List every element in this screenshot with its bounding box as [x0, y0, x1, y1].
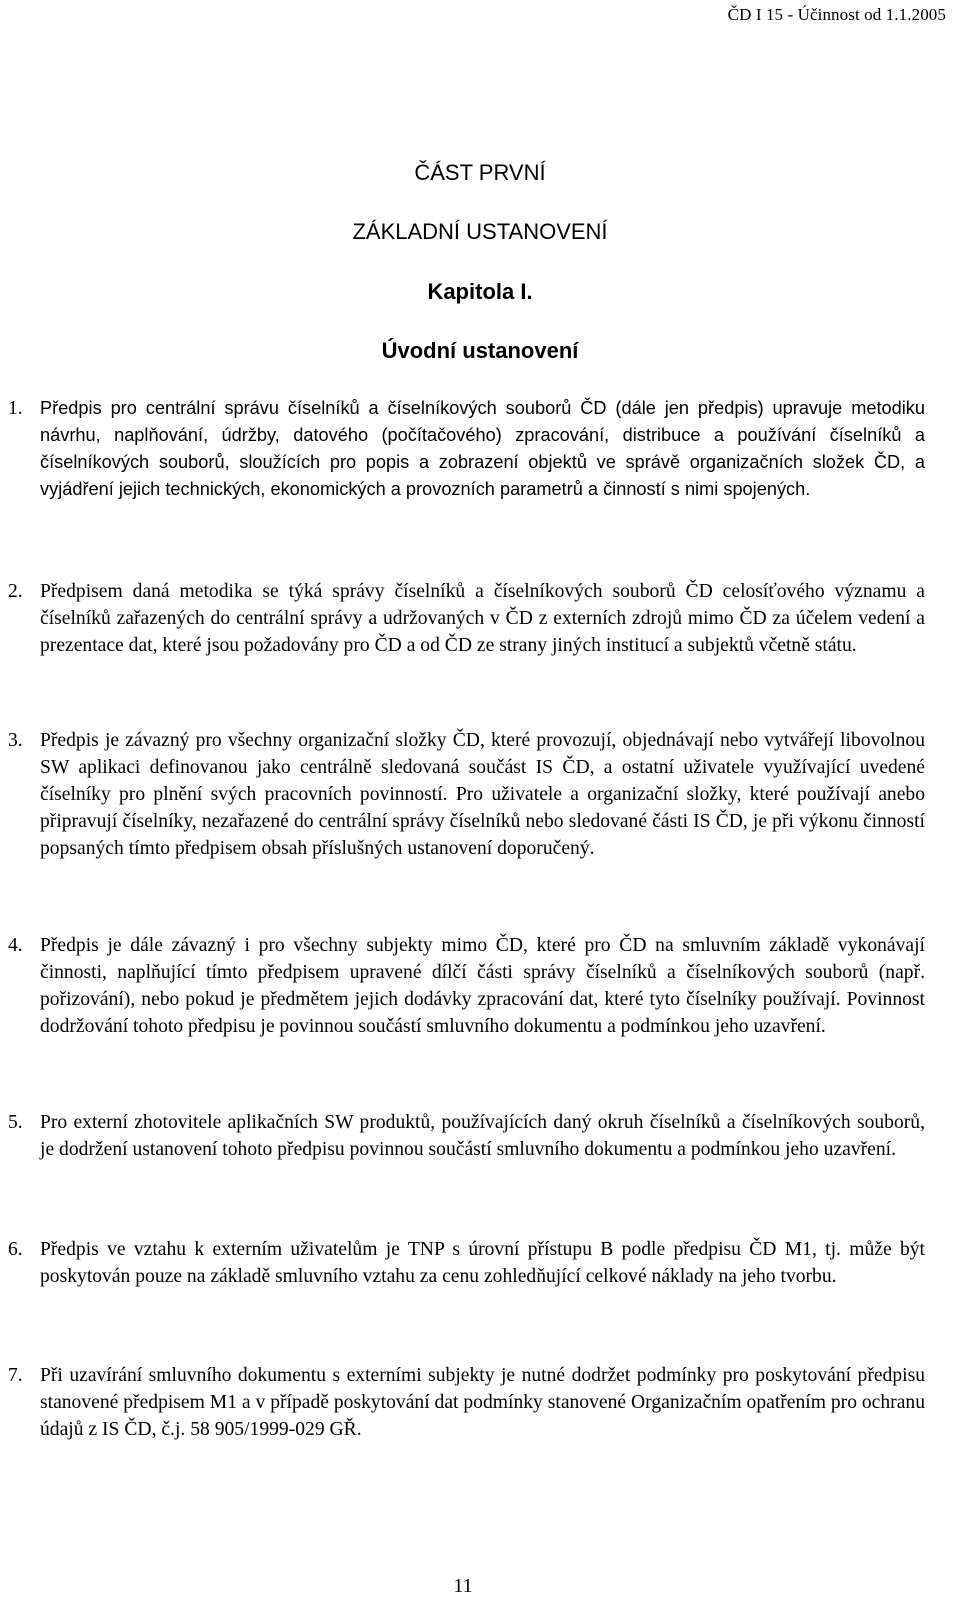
paragraph-text: Předpisem daná metodika se týká správy číselníků a číselníkových souborů ČD celosíťového významu a číselníků zařazených do centrální správy a udržovaných v ČD z externích zdrojů mimo ČD za účelem vedení a prezentace dat, které jsou požadovány pro ČD a od ČD ze strany jiných institucí a subjektů včetně státu. — [40, 581, 925, 656]
paragraph-number: 5. — [8, 1112, 23, 1133]
paragraph-text: Předpis ve vztahu k externím uživatelům je TNP s úrovní přístupu B podle předpisu ČD M1, tj. může být poskytován pouze na základě smluvního vztahu za cenu zohledňující celkové náklady na jeho tvorbu. — [40, 1239, 925, 1287]
paragraph-text: Předpis je závazný pro všechny organizační složky ČD, které provozují, objednávají nebo vytvářejí libovolnou SW aplikaci definovanou jako centrálně sledovaná součást IS ČD, a ostatní uživatele využívající uvedené číselníky pro plnění svých pracovních povinností. Pro uživatele a organizační složky, které používají anebo připravují číselníky, nezařazené do centrální správy číselníků nebo sledované části IS ČD, je při výkonu činností popsaných tímto předpisem obsah příslušných ustanovení doporučený. — [40, 730, 925, 859]
paragraph-2 — [0, 578, 925, 659]
paragraph-text: Při uzavírání smluvního dokumentu s externími subjekty je nutné dodržet podmínky pro poskytování předpisu stanovené předpisem M1 a v případě poskytování dat podmínky stanovené Organizačním opatřením pro ochranu údajů z IS ČD, č.j. 58 905/1999-029 GŘ. — [40, 1365, 925, 1440]
section-heading: ZÁKLADNÍ USTANOVENÍ — [352, 219, 608, 244]
document-reference: ČD I 15 - Účinnost od 1.1.2005 — [727, 5, 946, 24]
paragraph-1 — [0, 395, 925, 503]
paragraph-number: 4. — [8, 935, 23, 956]
paragraph-text: Předpis pro centrální správu číselníků a číselníkových souborů ČD (dále jen předpis) upravuje metodiku návrhu, naplňování, údržby, datového (počítačového) zpracování, distribuce a používání číselníků a číselníkových souborů, sloužících pro popis a zobrazení objektů ve správě organizačních složek ČD, a vyjádření jejich technických, ekonomických a provozních parametrů a činností s nimi spojených. — [40, 398, 925, 499]
paragraph-4 — [0, 932, 925, 1040]
paragraph-number: 3. — [8, 730, 23, 751]
paragraph-3 — [0, 727, 925, 862]
paragraph-text: Pro externí zhotovitele aplikačních SW produktů, používajících daný okruh číselníků a číselníkových souborů, je dodržení ustanovení tohoto předpisu povinnou součástí smluvního dokumentu a podmínkou jeho uzavření. — [40, 1112, 925, 1160]
paragraph-number: 1. — [8, 398, 23, 419]
paragraph-number: 2. — [8, 581, 23, 602]
chapter-heading: Kapitola I. — [427, 279, 533, 304]
page-number: 11 — [453, 1575, 473, 1597]
part-heading: ČÁST PRVNÍ — [414, 160, 546, 185]
paragraph-5 — [0, 1109, 925, 1163]
paragraph-7 — [0, 1362, 925, 1443]
paragraph-number: 7. — [8, 1365, 23, 1386]
paragraph-text: Předpis je dále závazný i pro všechny subjekty mimo ČD, které pro ČD na smluvním základě vykonávají činnosti, naplňující tímto předpisem upravené dílčí části správy číselníků a číselníkových souborů (např. pořizování), nebo pokud je předmětem jejich dodávky zpracování dat, které tyto číselníky používají. Povinnost dodržování tohoto předpisu je povinnou součástí smluvního dokumentu a podmínkou jeho uzavření. — [40, 935, 925, 1037]
paragraph-number: 6. — [8, 1239, 23, 1260]
chapter-title: Úvodní ustanovení — [381, 338, 579, 363]
paragraph-6 — [0, 1236, 925, 1290]
